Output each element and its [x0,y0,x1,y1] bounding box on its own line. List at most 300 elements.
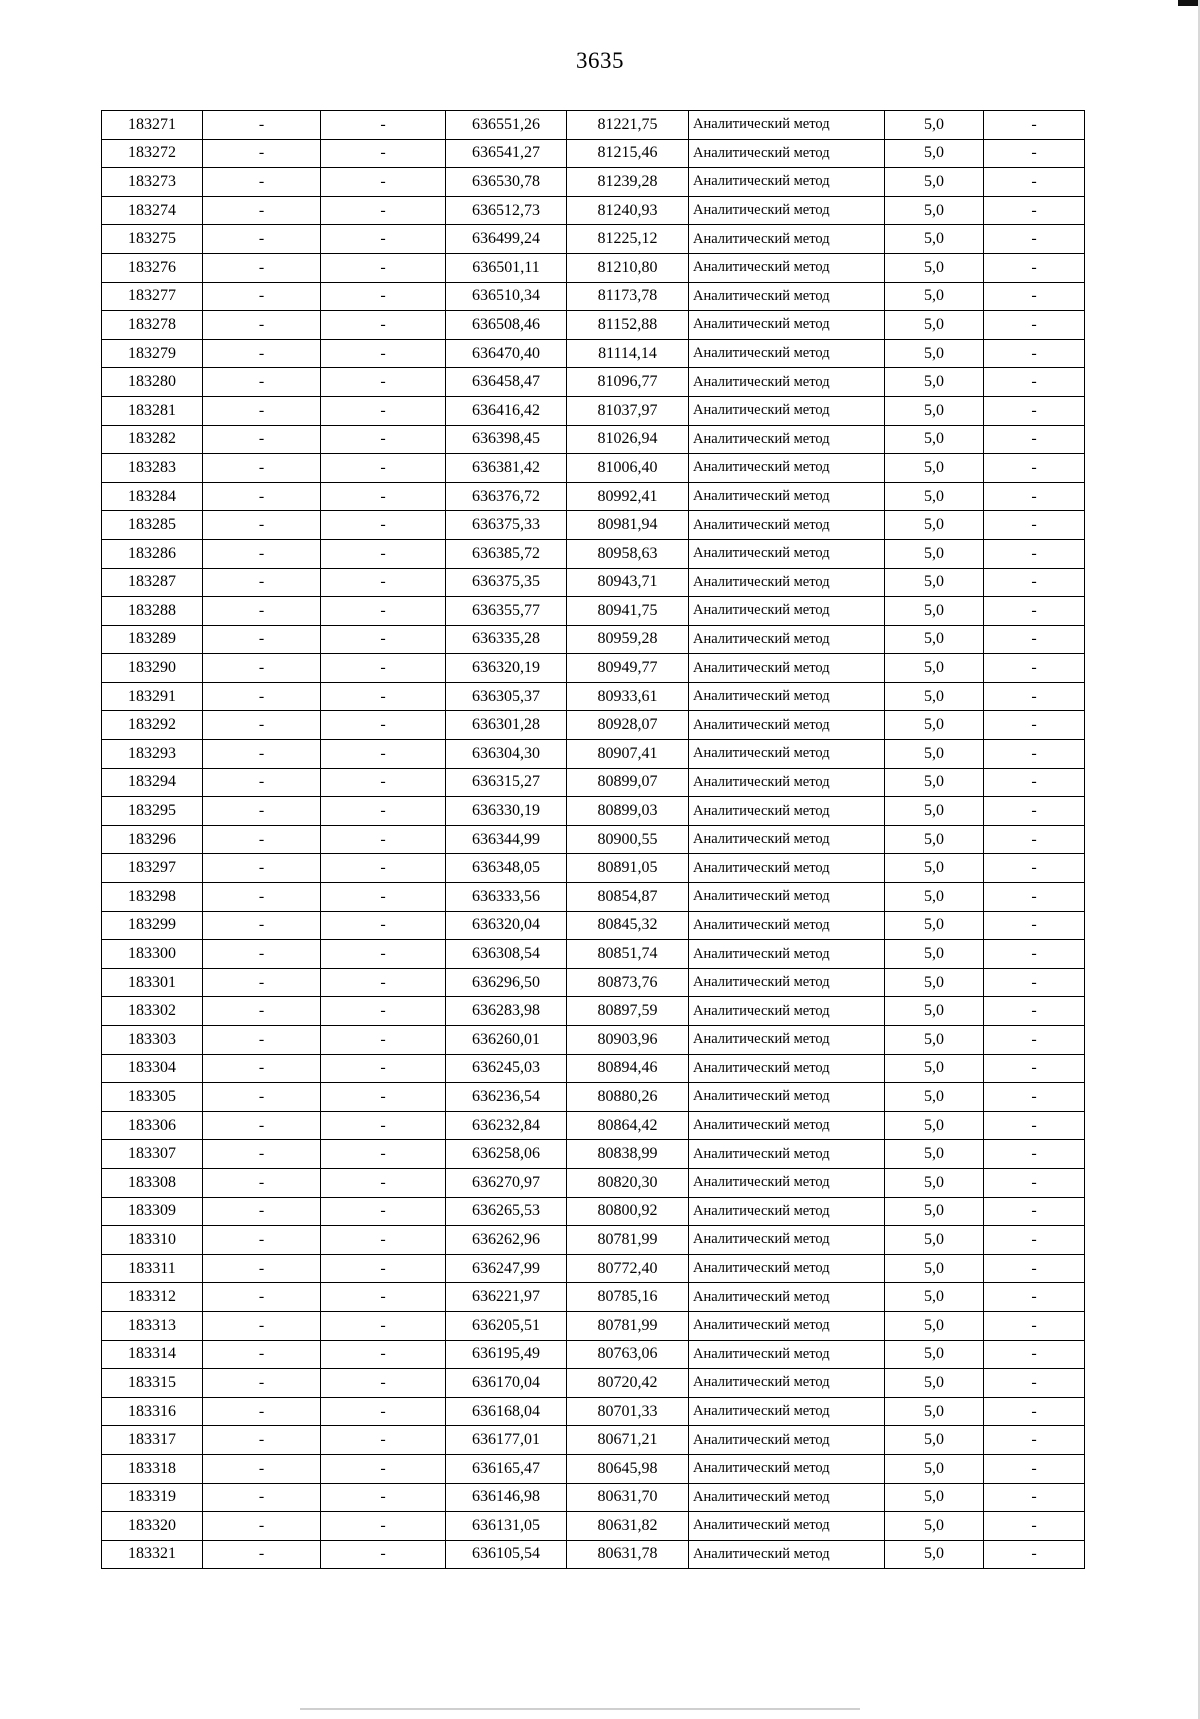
y-coordinate-cell: 80820,30 [567,1168,689,1197]
empty-dash-cell: - [321,1283,446,1312]
note-dash-cell: - [984,396,1085,425]
accuracy-cell: 5,0 [885,196,984,225]
note-dash-cell: - [984,311,1085,340]
x-coordinate-cell: 636501,11 [446,253,567,282]
accuracy-cell: 5,0 [885,339,984,368]
method-cell: Аналитический метод [689,625,885,654]
table-row [102,1168,1085,1197]
x-coordinate-cell: 636470,40 [446,339,567,368]
x-coordinate-cell: 636301,28 [446,711,567,740]
table-row [102,997,1085,1026]
point-number-cell: 183318 [102,1454,203,1483]
method-cell: Аналитический метод [689,854,885,883]
accuracy-cell: 5,0 [885,597,984,626]
method-cell: Аналитический метод [689,768,885,797]
x-coordinate-cell: 636375,33 [446,511,567,540]
empty-dash-cell: - [321,1054,446,1083]
empty-dash-cell: - [321,1512,446,1541]
point-number-cell: 183309 [102,1197,203,1226]
point-number-cell: 183279 [102,339,203,368]
accuracy-cell: 5,0 [885,1369,984,1398]
point-number-cell: 183296 [102,825,203,854]
empty-dash-cell: - [203,1397,321,1426]
x-coordinate-cell: 636265,53 [446,1197,567,1226]
y-coordinate-cell: 80720,42 [567,1369,689,1398]
y-coordinate-cell: 80851,74 [567,940,689,969]
accuracy-cell: 5,0 [885,1168,984,1197]
accuracy-cell: 5,0 [885,1512,984,1541]
point-number-cell: 183320 [102,1512,203,1541]
empty-dash-cell: - [203,1197,321,1226]
point-number-cell: 183316 [102,1397,203,1426]
empty-dash-cell: - [321,1026,446,1055]
y-coordinate-cell: 80631,70 [567,1483,689,1512]
x-coordinate-cell: 636262,96 [446,1226,567,1255]
point-number-cell: 183277 [102,282,203,311]
empty-dash-cell: - [203,539,321,568]
empty-dash-cell: - [203,454,321,483]
note-dash-cell: - [984,1054,1085,1083]
note-dash-cell: - [984,1111,1085,1140]
method-cell: Аналитический метод [689,1397,885,1426]
x-coordinate-cell: 636245,03 [446,1054,567,1083]
method-cell: Аналитический метод [689,654,885,683]
table-row [102,539,1085,568]
x-coordinate-cell: 636131,05 [446,1512,567,1541]
note-dash-cell: - [984,511,1085,540]
y-coordinate-cell: 80701,33 [567,1397,689,1426]
empty-dash-cell: - [321,1483,446,1512]
empty-dash-cell: - [203,1340,321,1369]
empty-dash-cell: - [203,139,321,168]
note-dash-cell: - [984,1454,1085,1483]
accuracy-cell: 5,0 [885,1540,984,1569]
empty-dash-cell: - [203,225,321,254]
x-coordinate-cell: 636195,49 [446,1340,567,1369]
accuracy-cell: 5,0 [885,139,984,168]
note-dash-cell: - [984,797,1085,826]
empty-dash-cell: - [203,168,321,197]
empty-dash-cell: - [203,711,321,740]
note-dash-cell: - [984,968,1085,997]
table-row [102,1540,1085,1569]
page-number: 3635 [576,48,624,73]
accuracy-cell: 5,0 [885,454,984,483]
empty-dash-cell: - [321,454,446,483]
empty-dash-cell: - [203,339,321,368]
accuracy-cell: 5,0 [885,740,984,769]
accuracy-cell: 5,0 [885,1311,984,1340]
method-cell: Аналитический метод [689,1026,885,1055]
accuracy-cell: 5,0 [885,825,984,854]
empty-dash-cell: - [203,883,321,912]
note-dash-cell: - [984,454,1085,483]
empty-dash-cell: - [203,1512,321,1541]
note-dash-cell: - [984,196,1085,225]
empty-dash-cell: - [321,797,446,826]
method-cell: Аналитический метод [689,111,885,140]
point-number-cell: 183288 [102,597,203,626]
note-dash-cell: - [984,225,1085,254]
x-coordinate-cell: 636375,35 [446,568,567,597]
x-coordinate-cell: 636177,01 [446,1426,567,1455]
empty-dash-cell: - [203,654,321,683]
table-row [102,1283,1085,1312]
method-cell: Аналитический метод [689,740,885,769]
note-dash-cell: - [984,253,1085,282]
y-coordinate-cell: 80800,92 [567,1197,689,1226]
empty-dash-cell: - [321,425,446,454]
method-cell: Аналитический метод [689,825,885,854]
method-cell: Аналитический метод [689,282,885,311]
note-dash-cell: - [984,883,1085,912]
method-cell: Аналитический метод [689,883,885,912]
empty-dash-cell: - [203,968,321,997]
y-coordinate-cell: 81221,75 [567,111,689,140]
x-coordinate-cell: 636381,42 [446,454,567,483]
y-coordinate-cell: 80899,03 [567,797,689,826]
empty-dash-cell: - [321,711,446,740]
table-row [102,339,1085,368]
empty-dash-cell: - [321,1540,446,1569]
point-number-cell: 183283 [102,454,203,483]
table-row [102,311,1085,340]
table-row [102,511,1085,540]
empty-dash-cell: - [321,396,446,425]
table-row [102,1311,1085,1340]
empty-dash-cell: - [203,797,321,826]
empty-dash-cell: - [321,139,446,168]
empty-dash-cell: - [203,368,321,397]
x-coordinate-cell: 636260,01 [446,1026,567,1055]
method-cell: Аналитический метод [689,797,885,826]
accuracy-cell: 5,0 [885,511,984,540]
table-row [102,282,1085,311]
x-coordinate-cell: 636398,45 [446,425,567,454]
table-row [102,253,1085,282]
x-coordinate-cell: 636320,04 [446,911,567,940]
accuracy-cell: 5,0 [885,1254,984,1283]
empty-dash-cell: - [321,997,446,1026]
accuracy-cell: 5,0 [885,1226,984,1255]
point-number-cell: 183278 [102,311,203,340]
accuracy-cell: 5,0 [885,368,984,397]
table-row [102,139,1085,168]
empty-dash-cell: - [203,1026,321,1055]
accuracy-cell: 5,0 [885,568,984,597]
x-coordinate-cell: 636236,54 [446,1083,567,1112]
empty-dash-cell: - [321,597,446,626]
point-number-cell: 183290 [102,654,203,683]
table-row [102,368,1085,397]
empty-dash-cell: - [321,225,446,254]
empty-dash-cell: - [203,597,321,626]
x-coordinate-cell: 636105,54 [446,1540,567,1569]
y-coordinate-cell: 81114,14 [567,339,689,368]
point-number-cell: 183272 [102,139,203,168]
x-coordinate-cell: 636221,97 [446,1283,567,1312]
note-dash-cell: - [984,1397,1085,1426]
point-number-cell: 183300 [102,940,203,969]
empty-dash-cell: - [203,1311,321,1340]
method-cell: Аналитический метод [689,682,885,711]
accuracy-cell: 5,0 [885,253,984,282]
y-coordinate-cell: 80864,42 [567,1111,689,1140]
method-cell: Аналитический метод [689,1454,885,1483]
coordinates-table [101,110,1085,1569]
scan-bottom-mark [300,1708,860,1710]
accuracy-cell: 5,0 [885,911,984,940]
method-cell: Аналитический метод [689,1369,885,1398]
method-cell: Аналитический метод [689,1426,885,1455]
x-coordinate-cell: 636170,04 [446,1369,567,1398]
empty-dash-cell: - [321,1369,446,1398]
point-number-cell: 183307 [102,1140,203,1169]
y-coordinate-cell: 80785,16 [567,1283,689,1312]
table-row [102,883,1085,912]
point-number-cell: 183305 [102,1083,203,1112]
accuracy-cell: 5,0 [885,311,984,340]
empty-dash-cell: - [321,1454,446,1483]
empty-dash-cell: - [321,682,446,711]
method-cell: Аналитический метод [689,1111,885,1140]
empty-dash-cell: - [203,111,321,140]
note-dash-cell: - [984,711,1085,740]
y-coordinate-cell: 80763,06 [567,1340,689,1369]
y-coordinate-cell: 80899,07 [567,768,689,797]
method-cell: Аналитический метод [689,1283,885,1312]
x-coordinate-cell: 636205,51 [446,1311,567,1340]
point-number-cell: 183293 [102,740,203,769]
empty-dash-cell: - [321,1140,446,1169]
empty-dash-cell: - [203,825,321,854]
y-coordinate-cell: 81240,93 [567,196,689,225]
note-dash-cell: - [984,425,1085,454]
method-cell: Аналитический метод [689,196,885,225]
x-coordinate-cell: 636168,04 [446,1397,567,1426]
empty-dash-cell: - [321,625,446,654]
y-coordinate-cell: 81210,80 [567,253,689,282]
point-number-cell: 183289 [102,625,203,654]
note-dash-cell: - [984,940,1085,969]
method-cell: Аналитический метод [689,1483,885,1512]
empty-dash-cell: - [203,396,321,425]
x-coordinate-cell: 636305,37 [446,682,567,711]
table-row [102,425,1085,454]
note-dash-cell: - [984,1340,1085,1369]
empty-dash-cell: - [321,911,446,940]
table-row [102,1111,1085,1140]
empty-dash-cell: - [321,740,446,769]
y-coordinate-cell: 80992,41 [567,482,689,511]
y-coordinate-cell: 81173,78 [567,282,689,311]
x-coordinate-cell: 636355,77 [446,597,567,626]
note-dash-cell: - [984,682,1085,711]
table-row [102,1254,1085,1283]
accuracy-cell: 5,0 [885,1111,984,1140]
x-coordinate-cell: 636270,97 [446,1168,567,1197]
table-row [102,711,1085,740]
x-coordinate-cell: 636499,24 [446,225,567,254]
method-cell: Аналитический метод [689,597,885,626]
accuracy-cell: 5,0 [885,1426,984,1455]
point-number-cell: 183304 [102,1054,203,1083]
empty-dash-cell: - [203,1283,321,1312]
y-coordinate-cell: 80903,96 [567,1026,689,1055]
note-dash-cell: - [984,825,1085,854]
y-coordinate-cell: 80845,32 [567,911,689,940]
empty-dash-cell: - [321,111,446,140]
table-row [102,940,1085,969]
table-row [102,396,1085,425]
x-coordinate-cell: 636232,84 [446,1111,567,1140]
empty-dash-cell: - [321,940,446,969]
x-coordinate-cell: 636416,42 [446,396,567,425]
empty-dash-cell: - [321,368,446,397]
empty-dash-cell: - [203,1454,321,1483]
point-number-cell: 183297 [102,854,203,883]
empty-dash-cell: - [203,1426,321,1455]
table-row [102,797,1085,826]
y-coordinate-cell: 80959,28 [567,625,689,654]
y-coordinate-cell: 80900,55 [567,825,689,854]
note-dash-cell: - [984,1026,1085,1055]
table-row [102,1226,1085,1255]
method-cell: Аналитический метод [689,168,885,197]
empty-dash-cell: - [203,1254,321,1283]
method-cell: Аналитический метод [689,482,885,511]
note-dash-cell: - [984,1197,1085,1226]
accuracy-cell: 5,0 [885,1454,984,1483]
method-cell: Аналитический метод [689,1083,885,1112]
empty-dash-cell: - [321,482,446,511]
accuracy-cell: 5,0 [885,797,984,826]
y-coordinate-cell: 81225,12 [567,225,689,254]
empty-dash-cell: - [321,253,446,282]
note-dash-cell: - [984,768,1085,797]
note-dash-cell: - [984,1512,1085,1541]
accuracy-cell: 5,0 [885,997,984,1026]
accuracy-cell: 5,0 [885,968,984,997]
note-dash-cell: - [984,568,1085,597]
accuracy-cell: 5,0 [885,539,984,568]
y-coordinate-cell: 80880,26 [567,1083,689,1112]
point-number-cell: 183310 [102,1226,203,1255]
table-row [102,111,1085,140]
table-row [102,968,1085,997]
method-cell: Аналитический метод [689,997,885,1026]
point-number-cell: 183303 [102,1026,203,1055]
accuracy-cell: 5,0 [885,768,984,797]
x-coordinate-cell: 636304,30 [446,740,567,769]
note-dash-cell: - [984,854,1085,883]
accuracy-cell: 5,0 [885,1140,984,1169]
empty-dash-cell: - [203,511,321,540]
method-cell: Аналитический метод [689,1054,885,1083]
accuracy-cell: 5,0 [885,1340,984,1369]
accuracy-cell: 5,0 [885,282,984,311]
accuracy-cell: 5,0 [885,1397,984,1426]
y-coordinate-cell: 81006,40 [567,454,689,483]
method-cell: Аналитический метод [689,940,885,969]
empty-dash-cell: - [203,1140,321,1169]
table-row [102,1397,1085,1426]
table-row [102,625,1085,654]
point-number-cell: 183276 [102,253,203,282]
accuracy-cell: 5,0 [885,1483,984,1512]
x-coordinate-cell: 636335,28 [446,625,567,654]
empty-dash-cell: - [203,1369,321,1398]
table-row [102,568,1085,597]
empty-dash-cell: - [203,311,321,340]
x-coordinate-cell: 636385,72 [446,539,567,568]
method-cell: Аналитический метод [689,1254,885,1283]
y-coordinate-cell: 80933,61 [567,682,689,711]
method-cell: Аналитический метод [689,911,885,940]
note-dash-cell: - [984,282,1085,311]
point-number-cell: 183280 [102,368,203,397]
empty-dash-cell: - [203,282,321,311]
x-coordinate-cell: 636247,99 [446,1254,567,1283]
y-coordinate-cell: 80891,05 [567,854,689,883]
table-row [102,482,1085,511]
empty-dash-cell: - [321,1426,446,1455]
empty-dash-cell: - [203,911,321,940]
accuracy-cell: 5,0 [885,883,984,912]
accuracy-cell: 5,0 [885,1083,984,1112]
method-cell: Аналитический метод [689,1226,885,1255]
empty-dash-cell: - [203,1083,321,1112]
empty-dash-cell: - [321,1397,446,1426]
x-coordinate-cell: 636165,47 [446,1454,567,1483]
method-cell: Аналитический метод [689,225,885,254]
point-number-cell: 183294 [102,768,203,797]
method-cell: Аналитический метод [689,425,885,454]
x-coordinate-cell: 636512,73 [446,196,567,225]
table-row [102,1054,1085,1083]
empty-dash-cell: - [203,854,321,883]
y-coordinate-cell: 80671,21 [567,1426,689,1455]
empty-dash-cell: - [321,511,446,540]
y-coordinate-cell: 81239,28 [567,168,689,197]
point-number-cell: 183274 [102,196,203,225]
x-coordinate-cell: 636330,19 [446,797,567,826]
note-dash-cell: - [984,654,1085,683]
empty-dash-cell: - [203,568,321,597]
point-number-cell: 183286 [102,539,203,568]
note-dash-cell: - [984,1140,1085,1169]
x-coordinate-cell: 636541,27 [446,139,567,168]
point-number-cell: 183302 [102,997,203,1026]
method-cell: Аналитический метод [689,511,885,540]
method-cell: Аналитический метод [689,311,885,340]
empty-dash-cell: - [321,1226,446,1255]
x-coordinate-cell: 636344,99 [446,825,567,854]
note-dash-cell: - [984,1311,1085,1340]
table-row [102,1426,1085,1455]
table-row [102,1140,1085,1169]
x-coordinate-cell: 636376,72 [446,482,567,511]
y-coordinate-cell: 80631,78 [567,1540,689,1569]
y-coordinate-cell: 81152,88 [567,311,689,340]
point-number-cell: 183284 [102,482,203,511]
accuracy-cell: 5,0 [885,168,984,197]
empty-dash-cell: - [321,568,446,597]
method-cell: Аналитический метод [689,1540,885,1569]
empty-dash-cell: - [203,768,321,797]
x-coordinate-cell: 636508,46 [446,311,567,340]
accuracy-cell: 5,0 [885,111,984,140]
